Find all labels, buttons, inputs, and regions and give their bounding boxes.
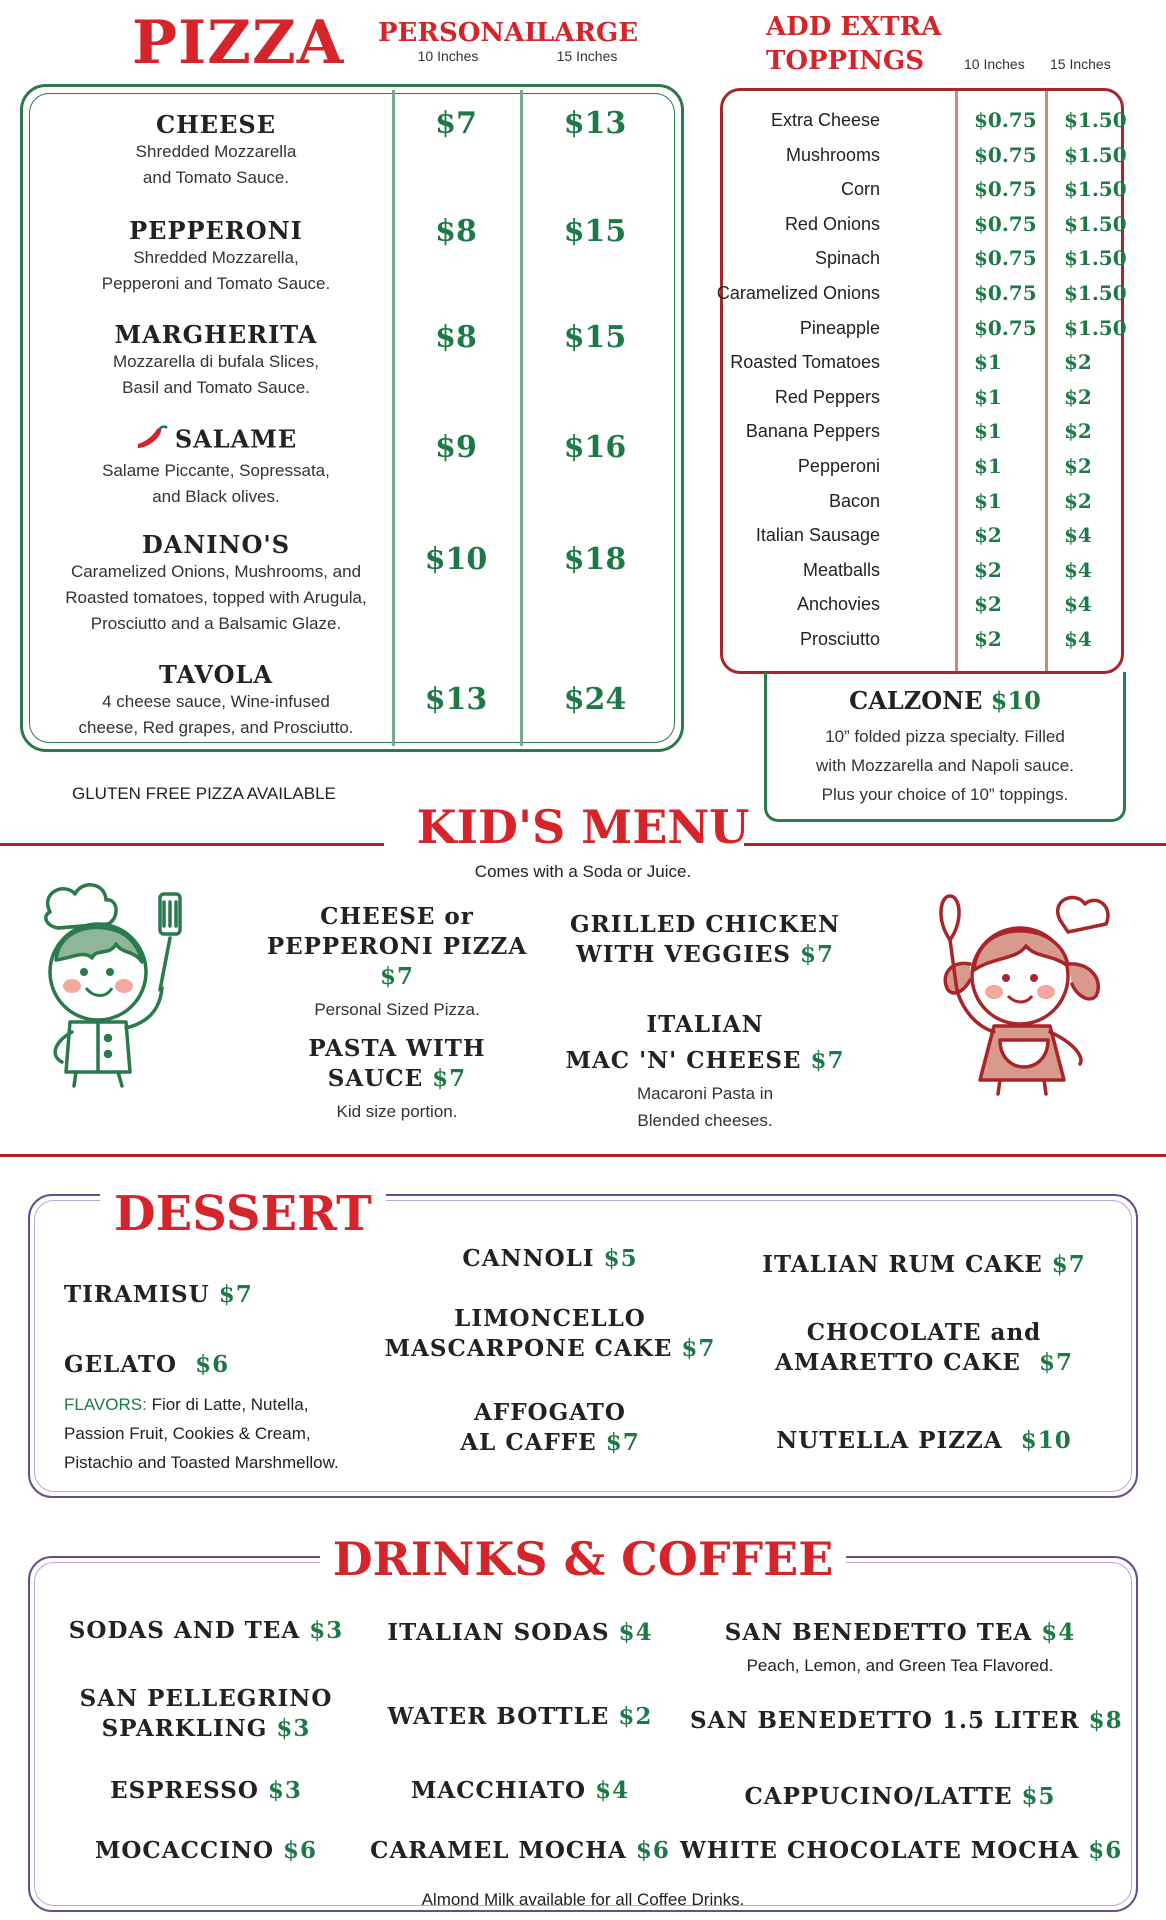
topping-price-10: $0.75 <box>974 142 1037 167</box>
topping-price-10: $1 <box>974 488 1002 513</box>
drink-price: $2 <box>618 1703 653 1730</box>
kids-divider-bottom <box>0 1154 1166 1157</box>
topping-price-10: $0.75 <box>974 246 1037 271</box>
flavors-text: Passion Fruit, Cookies & Cream, <box>64 1424 311 1443</box>
drink-name-row <box>56 1714 356 1744</box>
dessert-name-row <box>370 1334 730 1364</box>
pizza-name: DANINO'S <box>141 530 291 559</box>
topping-row <box>728 421 1116 456</box>
drink-name: ITALIAN SODAS <box>387 1619 610 1646</box>
topping-price-15: $4 <box>1064 557 1092 582</box>
girl-chef-illustration <box>900 880 1130 1100</box>
flavors-text: Fior di Latte, Nutella, <box>151 1395 309 1414</box>
gelato-flavors <box>64 1390 424 1477</box>
topping-name: Caramelized Onions <box>716 283 880 303</box>
topping-row <box>728 108 1127 145</box>
topping-price-10: $0.75 <box>974 315 1037 340</box>
topping-row <box>728 456 1116 491</box>
dessert-name-row <box>380 1428 720 1458</box>
drink-name: WHITE CHOCOLATE MOCHA <box>680 1837 1080 1864</box>
calzone-desc-line: Plus your choice of 10” toppings. <box>821 785 1069 804</box>
calzone-price: $10 <box>990 686 1041 715</box>
dessert-title: DESSERT <box>100 1186 386 1242</box>
drink-name: SAN BENEDETTO TEA <box>724 1619 1033 1646</box>
topping-price-15: $1.50 <box>1064 142 1127 167</box>
price-large: $18 <box>563 542 627 577</box>
topping-row <box>728 142 1127 180</box>
dessert-price: $7 <box>1038 1349 1073 1376</box>
topping-price-10: $0.75 <box>974 108 1037 132</box>
topping-name: Red Peppers <box>774 386 880 407</box>
price-personal: $8 <box>435 320 477 355</box>
dessert-name: CANNOLI <box>462 1245 595 1272</box>
topping-price-15: $1.50 <box>1064 108 1127 132</box>
kid-item-price: $7 <box>800 941 835 968</box>
topping-row <box>728 246 1127 283</box>
price-large: $15 <box>563 214 627 249</box>
kid-item-price: $7 <box>432 1065 467 1092</box>
topping-price-10: $1 <box>974 454 1002 478</box>
drink-sb-tea <box>690 1618 1110 1648</box>
pizza-desc: Shredded Mozzarella, <box>133 248 299 267</box>
drink-price: $6 <box>635 1837 670 1864</box>
kid-item-name: GRILLED CHICKEN <box>570 911 840 938</box>
kid-item-name: ITALIAN <box>646 1011 764 1038</box>
flavors-label: FLAVORS: <box>64 1395 147 1414</box>
topping-name: Anchovies <box>796 594 880 615</box>
drink-price: $4 <box>618 1619 653 1646</box>
kid-item-desc: Personal Sized Pizza. <box>314 1000 480 1019</box>
drink-name: SPARKLING <box>101 1715 268 1742</box>
large-column-header <box>526 18 648 64</box>
personal-size: 10 Inches <box>417 48 479 64</box>
topping-price-15: $2 <box>1064 488 1092 513</box>
topping-price-15: $1.50 <box>1064 177 1127 202</box>
drink-cappucino <box>690 1782 1110 1812</box>
topping-price-15: $2 <box>1064 419 1092 444</box>
topping-name: Mushrooms <box>785 144 880 165</box>
pizza-column-divider <box>520 90 523 746</box>
large-size: 15 Inches <box>556 48 618 64</box>
pizza-item-pepperoni <box>36 216 396 297</box>
topping-name: Meatballs <box>802 559 880 580</box>
price-large: $15 <box>563 320 627 355</box>
calzone-title <box>764 686 1126 715</box>
drink-pellegrino <box>56 1684 356 1744</box>
gluten-free-note: GLUTEN FREE PIZZA AVAILABLE <box>72 784 336 803</box>
dessert-name: TIRAMISU <box>64 1281 210 1308</box>
kid-item-pasta <box>252 1034 542 1125</box>
drink-name: ESPRESSO <box>110 1777 259 1804</box>
topping-name: Prosciutto <box>799 629 880 649</box>
dessert-limoncello <box>370 1304 730 1364</box>
kids-menu-subtitle: Comes with a Soda or Juice. <box>474 862 692 881</box>
topping-name: Italian Sausage <box>755 525 880 546</box>
large-label: LARGE <box>535 18 639 48</box>
drink-name: MACCHIATO <box>410 1777 587 1804</box>
kid-item-name: PASTA WITH <box>308 1035 486 1062</box>
pizza-name: TAVOLA <box>158 660 274 689</box>
topping-name: Pineapple <box>799 317 880 338</box>
dessert-nutella-pizza <box>744 1426 1104 1456</box>
topping-price-15: $4 <box>1064 592 1092 617</box>
drink-name: MOCACCINO <box>94 1837 275 1864</box>
topping-name: Roasted Tomatoes <box>730 352 880 373</box>
calzone-desc-line: with Mozzarella and Napoli sauce. <box>816 756 1074 775</box>
toppings-title-line: TOPPINGS <box>766 46 925 76</box>
topping-price-10: $1 <box>974 419 1002 444</box>
kids-menu-title: KID'S MENU <box>416 800 750 854</box>
pizza-desc: Mozzarella di bufala Slices, <box>113 352 319 371</box>
topping-row <box>728 315 1127 353</box>
topping-row <box>728 525 1116 560</box>
pizza-name: SALAME <box>174 424 298 454</box>
topping-row <box>728 384 1116 422</box>
topping-name: Pepperoni <box>797 456 880 476</box>
kid-item-desc: Blended cheeses. <box>637 1111 773 1130</box>
kid-item-name: SAUCE <box>327 1065 424 1092</box>
drink-mocaccino <box>56 1836 356 1866</box>
topping-name: Bacon <box>828 490 880 511</box>
drink-price: $3 <box>309 1617 344 1644</box>
pizza-desc: Basil and Tomato Sauce. <box>122 378 310 397</box>
topping-price-10: $0.75 <box>974 281 1037 305</box>
pizza-item-margherita <box>36 320 396 401</box>
pizza-name: MARGHERITA <box>114 320 318 349</box>
topping-price-10: $0.75 <box>974 177 1037 202</box>
drink-sodas-tea <box>56 1616 356 1646</box>
dessert-name: NUTELLA PIZZA <box>776 1427 1003 1454</box>
price-personal: $13 <box>424 682 488 717</box>
toppings-col-10: 10 Inches <box>964 56 1025 72</box>
drink-sb-liter <box>690 1706 1123 1736</box>
pizza-name-row <box>36 424 396 458</box>
drink-macchiato <box>370 1776 670 1806</box>
topping-price-15: $1.50 <box>1064 211 1127 236</box>
topping-price-15: $4 <box>1064 627 1092 651</box>
calzone-name: CALZONE <box>849 686 983 715</box>
calzone-desc-line: 10” folded pizza specialty. Filled <box>825 727 1065 746</box>
dessert-name: AFFOGATO <box>474 1399 626 1426</box>
topping-row <box>728 557 1116 595</box>
topping-price-10: $2 <box>974 627 1002 651</box>
topping-price-15: $1.50 <box>1064 246 1127 271</box>
dessert-price: $7 <box>605 1429 640 1456</box>
topping-row <box>728 352 1116 387</box>
drink-name: CAPPUCINO/LATTE <box>744 1783 1013 1810</box>
topping-row <box>728 629 1116 664</box>
almond-milk-note: Almond Milk available for all Coffee Drinks. <box>421 1890 745 1909</box>
drink-name: SODAS AND TEA <box>68 1617 301 1644</box>
drink-caramel-mocha <box>360 1836 680 1866</box>
dessert-gelato <box>64 1350 229 1380</box>
topping-row <box>728 177 1127 214</box>
kid-item-mac-cheese <box>560 1010 850 1134</box>
dessert-affogato <box>380 1398 720 1458</box>
pizza-desc: Pepperoni and Tomato Sauce. <box>101 274 331 293</box>
pizza-desc: and Tomato Sauce. <box>142 168 290 187</box>
kid-item-name-row <box>252 932 542 992</box>
drink-name: SAN PELLEGRINO <box>79 1685 333 1712</box>
kid-item-desc: Kid size portion. <box>336 1102 458 1121</box>
flavors-text: Pistachio and Toasted Marshmellow. <box>64 1453 339 1472</box>
topping-price-10: $1 <box>974 350 1002 375</box>
dessert-price: $6 <box>195 1351 230 1378</box>
kid-item-name-row <box>252 1064 542 1094</box>
price-personal: $8 <box>435 214 477 249</box>
drink-price: $4 <box>595 1777 630 1804</box>
dessert-tiramisu <box>64 1280 253 1310</box>
kid-item-price: $7 <box>379 963 414 990</box>
dessert-name: CHOCOLATE and <box>806 1319 1042 1346</box>
pizza-title: PIZZA <box>132 8 345 78</box>
pizza-desc: 4 cheese sauce, Wine-infused <box>102 692 330 711</box>
dessert-name-row <box>744 1348 1104 1378</box>
kid-item-name: WITH VEGGIES <box>575 941 791 968</box>
topping-price-15: $4 <box>1064 523 1092 548</box>
kid-item-desc: Macaroni Pasta in <box>636 1084 774 1103</box>
drink-price: $5 <box>1021 1783 1056 1810</box>
pizza-item-salame <box>36 424 396 510</box>
toppings-title-line: ADD EXTRA <box>766 12 942 42</box>
dessert-name: AMARETTO CAKE <box>775 1349 1021 1376</box>
kids-divider-right <box>744 843 1166 846</box>
drink-price: $6 <box>1088 1837 1123 1864</box>
dessert-name: MASCARPONE CAKE <box>384 1335 673 1362</box>
pizza-desc: Prosciutto and a Balsamic Glaze. <box>90 614 342 633</box>
dessert-rum-cake <box>744 1250 1104 1280</box>
pizza-desc: Roasted tomatoes, topped with Arugula, <box>65 588 367 607</box>
pizza-desc: Shredded Mozzarella <box>135 142 297 161</box>
pizza-desc: cheese, Red grapes, and Prosciutto. <box>78 718 354 737</box>
topping-price-10: $0.75 <box>974 211 1037 236</box>
pizza-item-daninos <box>34 530 398 637</box>
price-large: $24 <box>563 682 627 717</box>
dessert-price: $7 <box>218 1281 253 1308</box>
kid-item-price: $7 <box>810 1047 845 1074</box>
price-personal: $7 <box>435 106 477 141</box>
drink-price: $6 <box>283 1837 318 1864</box>
drink-name: SAN BENEDETTO 1.5 LITER <box>690 1707 1080 1734</box>
kid-item-name: CHEESE or <box>320 903 474 930</box>
topping-price-10: $2 <box>974 557 1002 582</box>
toppings-col-15: 15 Inches <box>1050 56 1111 72</box>
pizza-name: CHEESE <box>156 110 276 139</box>
kid-item-name-row <box>560 940 850 970</box>
topping-price-10: $2 <box>974 523 1002 548</box>
pizza-item-tavola <box>36 660 396 741</box>
kid-item-name-row <box>560 1046 850 1076</box>
boy-chef-illustration <box>10 872 210 1092</box>
price-large: $13 <box>563 106 627 141</box>
dessert-name: GELATO <box>64 1351 178 1378</box>
dessert-name: LIMONCELLO <box>454 1305 646 1332</box>
pizza-desc: Caramelized Onions, Mushrooms, and <box>70 562 362 581</box>
drink-price: $3 <box>267 1777 302 1804</box>
topping-price-10: $2 <box>974 592 1002 617</box>
topping-name: Banana Peppers <box>745 421 880 442</box>
price-large: $16 <box>563 430 627 465</box>
topping-row <box>728 594 1116 629</box>
dessert-chocolate-amaretto <box>744 1318 1104 1378</box>
pizza-name: PEPPERONI <box>129 216 303 245</box>
kid-item-name: MAC 'N' CHEESE <box>565 1047 802 1074</box>
kid-item-name: PEPPERONI PIZZA <box>266 933 528 960</box>
topping-price-10: $1 <box>974 384 1002 409</box>
drinks-title: DRINKS & COFFEE <box>320 1532 846 1586</box>
kids-divider-left <box>0 843 384 846</box>
pizza-desc: and Black olives. <box>152 487 280 506</box>
topping-name: Extra Cheese <box>770 110 880 130</box>
dessert-price: $5 <box>603 1245 638 1272</box>
drink-price: $3 <box>276 1715 311 1742</box>
drink-espresso <box>56 1776 356 1806</box>
dessert-price: $7 <box>1051 1251 1086 1278</box>
pizza-item-cheese <box>36 110 396 191</box>
topping-price-15: $2 <box>1064 384 1092 409</box>
topping-name: Corn <box>840 179 880 200</box>
dessert-name: AL CAFFE <box>460 1429 597 1456</box>
drink-white-chocolate-mocha <box>680 1836 1123 1866</box>
topping-price-15: $1.50 <box>1064 281 1127 305</box>
topping-row <box>728 211 1127 249</box>
kid-item-grilled-chicken <box>560 910 850 970</box>
drink-water-bottle <box>370 1702 670 1732</box>
topping-name: Red Onions <box>784 213 880 234</box>
topping-price-15: $1.50 <box>1064 315 1127 340</box>
personal-label: PERSONAL <box>378 18 543 48</box>
topping-row <box>716 281 1127 318</box>
dessert-cannoli <box>380 1244 720 1274</box>
drink-sb-tea-desc: Peach, Lemon, and Green Tea Flavored. <box>746 1656 1054 1675</box>
calzone-desc <box>774 722 1116 809</box>
chili-pepper-icon <box>135 424 169 458</box>
pizza-desc: Salame Piccante, Sopressata, <box>102 461 330 480</box>
topping-row <box>728 488 1116 526</box>
drink-italian-sodas <box>370 1618 670 1648</box>
topping-price-15: $2 <box>1064 350 1092 375</box>
drink-name: WATER BOTTLE <box>387 1703 610 1730</box>
dessert-price: $10 <box>1020 1427 1072 1454</box>
price-personal: $9 <box>435 430 477 465</box>
topping-price-15: $2 <box>1064 454 1092 478</box>
dessert-name: ITALIAN RUM CAKE <box>762 1251 1043 1278</box>
kid-item-cheese-pizza <box>252 902 542 1023</box>
dessert-price: $7 <box>681 1335 716 1362</box>
drink-price: $8 <box>1088 1707 1123 1734</box>
toppings-title <box>766 10 941 78</box>
drink-price: $4 <box>1041 1619 1076 1646</box>
price-personal: $10 <box>424 542 488 577</box>
drink-name: CARAMEL MOCHA <box>370 1837 627 1864</box>
personal-column-header <box>378 18 543 64</box>
topping-name: Spinach <box>814 248 880 269</box>
